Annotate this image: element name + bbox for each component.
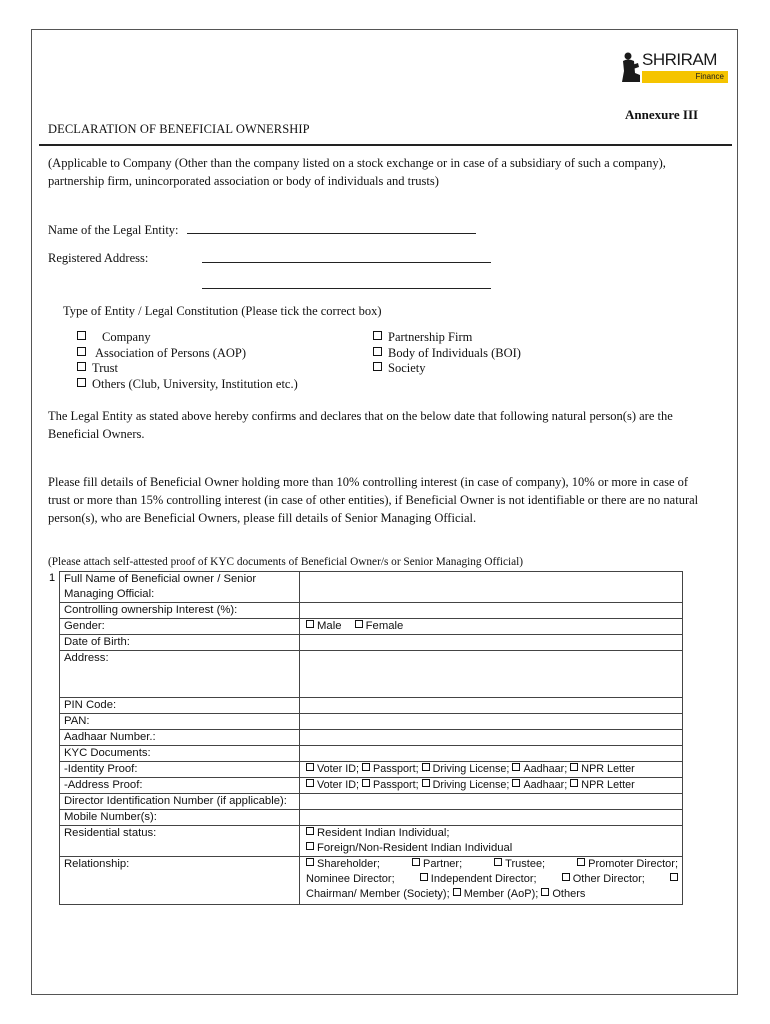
checkbox-icon[interactable]	[77, 378, 86, 387]
id-voter-option[interactable]: Voter ID;	[306, 763, 359, 775]
checkbox-icon[interactable]	[562, 873, 570, 881]
residential-status-options	[300, 826, 683, 857]
table-row	[60, 730, 683, 746]
row-number: 1	[49, 572, 56, 584]
rel-chairman-option[interactable]: Chairman/ Member (Society);	[306, 888, 450, 900]
legal-entity-field[interactable]	[187, 221, 476, 234]
rel-promoter-option[interactable]: Promoter Director;	[577, 857, 678, 872]
addr-voter-option[interactable]: Voter ID;	[306, 779, 359, 791]
option-aop[interactable]: Association of Persons (AOP)	[77, 346, 246, 361]
address-field[interactable]	[300, 651, 683, 698]
pan-field[interactable]	[300, 714, 683, 730]
id-aadhaar-option[interactable]: Aadhaar;	[512, 763, 567, 775]
rel-others-option[interactable]: Others	[541, 888, 585, 900]
checkbox-icon[interactable]	[362, 763, 370, 771]
full-name-field[interactable]	[300, 572, 683, 603]
checkbox-icon[interactable]	[570, 779, 578, 787]
table-row	[60, 714, 683, 730]
table-row	[60, 698, 683, 714]
beneficial-owner-table	[59, 571, 683, 905]
checkbox-icon[interactable]	[306, 779, 314, 787]
instructions-text: Please fill details of Beneficial Owner holding more than 10% controlling interest (in case of company), 10% or more in case of trust or more than 15% controlling interest (in case of other entities), if Beneficial Owner is not identifiable or there are no natural person(s), who are Beneficial Owners, please fill details of Senior Managing Official.	[48, 475, 699, 525]
checkbox-icon[interactable]	[512, 763, 520, 771]
kyc-attach-note: (Please attach self-attested proof of KYC documents of Beneficial Owner/s or Senior Managing Official)	[48, 556, 524, 568]
identity-proof-label: -Identity Proof:	[60, 762, 300, 778]
rel-trustee-option[interactable]: Trustee;	[494, 857, 545, 872]
aadhaar-label: Aadhaar Number.:	[60, 730, 300, 746]
checkbox-icon[interactable]	[512, 779, 520, 787]
aadhaar-field[interactable]	[300, 730, 683, 746]
option-society[interactable]: Society	[373, 361, 426, 376]
table-row	[60, 572, 683, 603]
address-proof-label: -Address Proof:	[60, 778, 300, 794]
id-passport-option[interactable]: Passport;	[362, 763, 419, 775]
rel-chairman-checkbox[interactable]	[670, 872, 678, 887]
mobile-label: Mobile Number(s):	[60, 810, 300, 826]
registered-address-line-1[interactable]	[202, 250, 491, 263]
rel-independent-option[interactable]: Independent Director;	[420, 872, 537, 887]
relationship-label: Relationship:	[60, 857, 300, 905]
checkbox-icon[interactable]	[422, 763, 430, 771]
checkbox-icon[interactable]	[494, 858, 502, 866]
residential-status-label: Residential status:	[60, 826, 300, 857]
registered-address-row	[48, 249, 148, 267]
rel-partner-option[interactable]: Partner;	[412, 857, 462, 872]
table-row	[60, 635, 683, 651]
din-label: Director Identification Number (if applicable):	[60, 794, 300, 810]
table-row	[60, 762, 683, 778]
relationship-options	[300, 857, 683, 905]
option-trust[interactable]: Trust	[77, 361, 118, 376]
logo-subtext: Finance	[695, 72, 724, 81]
kyc-documents-label: KYC Documents:	[60, 746, 300, 762]
pin-field[interactable]	[300, 698, 683, 714]
checkbox-icon[interactable]	[541, 888, 549, 896]
gender-male-option[interactable]: Male	[306, 620, 342, 632]
table-row	[60, 619, 683, 635]
checkbox-icon[interactable]	[306, 858, 314, 866]
option-partnership-firm[interactable]: Partnership Firm	[373, 330, 472, 345]
addr-passport-option[interactable]: Passport;	[362, 779, 419, 791]
option-others[interactable]: Others (Club, University, Institution etc.)	[77, 377, 298, 392]
checkbox-icon[interactable]	[420, 873, 428, 881]
rel-other-director-option[interactable]: Other Director;	[562, 872, 645, 887]
addr-npr-option[interactable]: NPR Letter	[570, 779, 634, 791]
table-row	[60, 651, 683, 698]
table-row	[60, 826, 683, 857]
logo-figure-icon	[620, 51, 642, 83]
checkbox-icon[interactable]	[373, 362, 382, 371]
checkbox-icon[interactable]	[362, 779, 370, 787]
mobile-field[interactable]	[300, 810, 683, 826]
annexure-label: Annexure III	[625, 107, 699, 122]
table-row	[60, 746, 683, 762]
legal-entity-row	[48, 221, 476, 239]
din-field[interactable]	[300, 794, 683, 810]
id-npr-option[interactable]: NPR Letter	[570, 763, 634, 775]
checkbox-icon[interactable]	[570, 763, 578, 771]
checkbox-icon[interactable]	[306, 842, 314, 850]
logo-yellow-bar	[642, 71, 728, 83]
checkbox-icon[interactable]	[77, 347, 86, 356]
document-page	[31, 29, 738, 995]
registered-address-label: Registered Address:	[48, 251, 149, 265]
checkbox-icon[interactable]	[77, 362, 86, 371]
legal-entity-label: Name of the Legal Entity:	[48, 223, 179, 237]
pin-label: PIN Code:	[60, 698, 300, 714]
addr-license-option[interactable]: Driving License;	[422, 779, 510, 791]
pan-label: PAN:	[60, 714, 300, 730]
checkbox-icon[interactable]	[77, 331, 86, 340]
rel-nominee-option[interactable]: Nominee Director;	[306, 873, 395, 885]
logo-wordmark: SHRIRAM	[642, 50, 717, 69]
confirmation-text: The Legal Entity as stated above hereby confirms and declares that on the below date that following natural person(s) are the Beneficial Owners.	[48, 409, 673, 441]
checkbox-icon[interactable]	[412, 858, 420, 866]
table-row	[60, 603, 683, 619]
table-row	[60, 794, 683, 810]
declaration-title: DECLARATION OF BENEFICIAL OWNERSHIP	[48, 122, 310, 136]
checkbox-icon[interactable]	[306, 763, 314, 771]
checkbox-icon[interactable]	[422, 779, 430, 787]
non-resident-option[interactable]: Foreign/Non-Resident Indian Individual	[306, 841, 678, 856]
checkbox-icon[interactable]	[306, 827, 314, 835]
gender-options	[300, 619, 683, 635]
dob-label: Date of Birth:	[60, 635, 300, 651]
checkbox-icon[interactable]	[453, 888, 461, 896]
resident-indian-option[interactable]: Resident Indian Individual;	[306, 826, 678, 841]
checkbox-icon[interactable]	[577, 858, 585, 866]
table-row	[60, 778, 683, 794]
checkbox-icon[interactable]	[306, 620, 314, 628]
checkbox-icon[interactable]	[373, 331, 382, 340]
full-name-label: Full Name of Beneficial owner / Senior Managing Official:	[60, 572, 300, 603]
kyc-documents-field	[300, 746, 683, 762]
address-label: Address:	[60, 651, 300, 698]
dob-field[interactable]	[300, 635, 683, 651]
rel-member-aop-option[interactable]: Member (AoP);	[453, 888, 539, 900]
ownership-field[interactable]	[300, 603, 683, 619]
registered-address-line-2[interactable]	[202, 276, 491, 289]
option-boi[interactable]: Body of Individuals (BOI)	[373, 346, 521, 361]
identity-proof-options	[300, 762, 683, 778]
applicability-note: (Applicable to Company (Other than the company listed on a stock exchange or in case of a subsidiary of such a company), partnership firm, unincorporated association or body of individuals and trusts)	[48, 156, 666, 188]
checkbox-icon[interactable]	[373, 347, 382, 356]
option-company[interactable]: Company	[77, 330, 151, 345]
entity-type-heading: Type of Entity / Legal Constitution (Please tick the correct box)	[63, 304, 382, 318]
shriram-finance-logo	[620, 47, 730, 87]
table-row	[60, 810, 683, 826]
addr-aadhaar-option[interactable]: Aadhaar;	[512, 779, 567, 791]
gender-female-option[interactable]: Female	[355, 620, 404, 632]
checkbox-icon[interactable]	[670, 873, 678, 881]
ownership-label: Controlling ownership Interest (%):	[60, 603, 300, 619]
table-row	[60, 857, 683, 905]
rel-shareholder-option[interactable]: Shareholder;	[306, 857, 380, 872]
checkbox-icon[interactable]	[355, 620, 363, 628]
address-proof-options	[300, 778, 683, 794]
gender-label: Gender:	[60, 619, 300, 635]
title-divider	[39, 144, 732, 146]
id-license-option[interactable]: Driving License;	[422, 763, 510, 775]
